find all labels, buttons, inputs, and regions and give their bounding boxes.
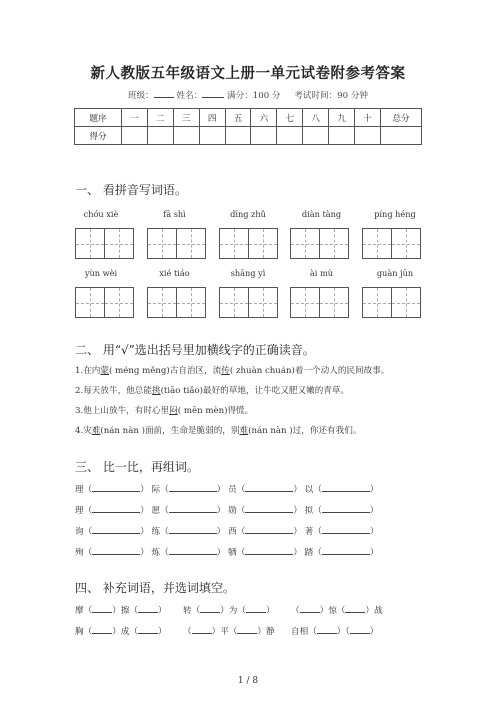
answer-blank[interactable] [322,524,370,534]
answer-blank[interactable] [300,603,320,613]
underlined-char: 难 [91,426,101,436]
underlined-char: 传 [221,366,230,376]
name-label: 姓名： [176,91,203,101]
question-2-2: 2.每天放牛，他总能挑(tiāo tiǎo)最好的草地，让牛吃又肥又嫩的青草。 [75,386,350,396]
answer-blank[interactable] [245,524,293,534]
score-header-cell: 四 [199,109,225,127]
answer-blank[interactable] [322,503,370,513]
score-header-cell: 二 [147,109,173,127]
pinyin-row-2 [66,268,430,278]
compare-row: 询（ ） 练（ ） 西（ ） 著（ ） [75,524,378,537]
writing-grid[interactable] [75,228,134,259]
writing-grid-row-1 [75,228,421,259]
answer-blank[interactable] [245,545,293,555]
answer-blank[interactable] [317,624,337,634]
name-blank [202,88,224,98]
exam-time-text: 考试时间：90 分钟 [294,91,369,101]
idiom-row: 摩（ ）擦（ ） 转（ ）为（ ） （ ）惊（ ）战 [75,603,383,616]
answer-blank[interactable] [246,603,266,613]
answer-blank[interactable] [169,482,217,492]
answer-blank[interactable] [138,603,158,613]
pinyin-label: shāng yì [230,268,266,278]
answer-blank[interactable] [138,624,158,634]
underlined-char: 难 [239,426,249,436]
writing-grid[interactable] [147,228,206,259]
pinyin-label: diàn tàng [301,209,342,219]
answer-blank[interactable] [169,524,217,534]
class-label: 班级： [127,91,154,101]
section2-title: 二、 用“√”选出括号里加横线字的正确读音。 [75,343,315,357]
full-score-text: 满分：100 分 [227,91,281,101]
compare-row: 理（ ） 愿（ ） 勋（ ） 拟（ ） [75,503,378,516]
score-header-cell: 十 [355,109,381,127]
compare-row: 殉（ ） 炼（ ） 牺（ ） 踏（ ） [75,545,378,558]
section1-title: 一、 看拼音写词语。 [75,183,187,197]
score-cell[interactable] [147,127,173,145]
writing-grid[interactable] [362,228,421,259]
score-header-cell: 七 [277,109,303,127]
answer-blank[interactable] [345,603,365,613]
score-header-cell: 题序 [75,109,122,127]
answer-blank[interactable] [200,603,220,613]
score-header-cell: 三 [173,109,199,127]
pinyin-label: ài mù [309,268,334,278]
writing-grid[interactable] [219,228,278,259]
idiom-row: 胸（ ）成（ ） （ ）平（ ）静 自相（ ）（ ） [75,624,378,637]
answer-blank[interactable] [92,503,140,513]
pinyin-label: dīng zhǔ [230,209,266,219]
answer-blank[interactable] [92,603,112,613]
pinyin-label: guàn jūn [376,268,414,278]
answer-blank[interactable] [169,503,217,513]
pinyin-row-1 [66,209,430,219]
score-header-cell: 八 [303,109,329,127]
class-blank [154,88,174,98]
score-cell[interactable] [225,127,251,145]
pinyin-label: xié tiáo [159,268,190,278]
score-table-score-row [75,127,422,145]
score-row-label: 得分 [75,127,122,145]
score-cell[interactable] [329,127,355,145]
score-header-cell: 五 [225,109,251,127]
question-2-3: 3.他上山放牛，有时心里闷( mēn mèn)得慌。 [75,406,254,416]
answer-blank[interactable] [237,624,257,634]
underlined-char: 挑 [151,386,161,396]
underlined-char: 蒙 [100,366,109,376]
score-table-header-row [75,109,422,127]
writing-grid[interactable] [219,287,278,318]
answer-blank[interactable] [192,624,212,634]
answer-blank[interactable] [92,624,112,634]
score-header-cell: 一 [122,109,148,127]
score-cell[interactable] [251,127,277,145]
writing-grid[interactable] [147,287,206,318]
writing-grid[interactable] [362,287,421,318]
score-header-cell: 总分 [381,109,422,127]
score-cell[interactable] [277,127,303,145]
pinyin-label: píng héng [374,209,416,219]
writing-grid[interactable] [75,287,134,318]
score-table [74,108,422,145]
score-cell[interactable] [199,127,225,145]
pinyin-label: fā shì [163,209,186,219]
answer-blank[interactable] [92,482,140,492]
page-number: 1 / 8 [237,676,259,686]
question-2-1: 1.在内蒙( méng měng)古自治区，流传( zhuàn chuán)着一个动人的民间故事。 [75,366,390,376]
answer-blank[interactable] [245,503,293,513]
section4-title: 四、 补充词语，并选词填空。 [75,581,235,595]
writing-grid[interactable] [290,228,349,259]
pinyin-label: yùn wèi [84,268,118,278]
compare-row: 理（ ） 际（ ） 员（ ） 以（ ） [75,482,378,495]
score-cell[interactable] [355,127,381,145]
score-header-cell: 六 [251,109,277,127]
score-cell[interactable] [381,127,422,145]
underlined-char: 闷 [169,406,178,416]
score-cell[interactable] [173,127,199,145]
writing-grid-row-2 [75,287,421,318]
question-2-4: 4.灾难(nán nàn )面前，生命是脆弱的，别难(nán nàn )过，你还有我们。 [75,426,362,436]
score-cell[interactable] [303,127,329,145]
answer-blank[interactable] [322,482,370,492]
score-cell[interactable] [122,127,148,145]
exam-info-line [0,88,496,101]
document-title: 新人教版五年级语文上册一单元试卷附参考答案 [90,65,406,82]
answer-blank[interactable] [322,545,370,555]
answer-blank[interactable] [245,482,293,492]
answer-blank[interactable] [169,545,217,555]
answer-blank[interactable] [92,524,140,534]
score-header-cell: 九 [329,109,355,127]
pinyin-label: chóu xiè [83,209,119,219]
answer-blank[interactable] [350,624,370,634]
section3-title: 三、 比一比，再组词。 [75,460,199,474]
answer-blank[interactable] [92,545,140,555]
writing-grid[interactable] [290,287,349,318]
